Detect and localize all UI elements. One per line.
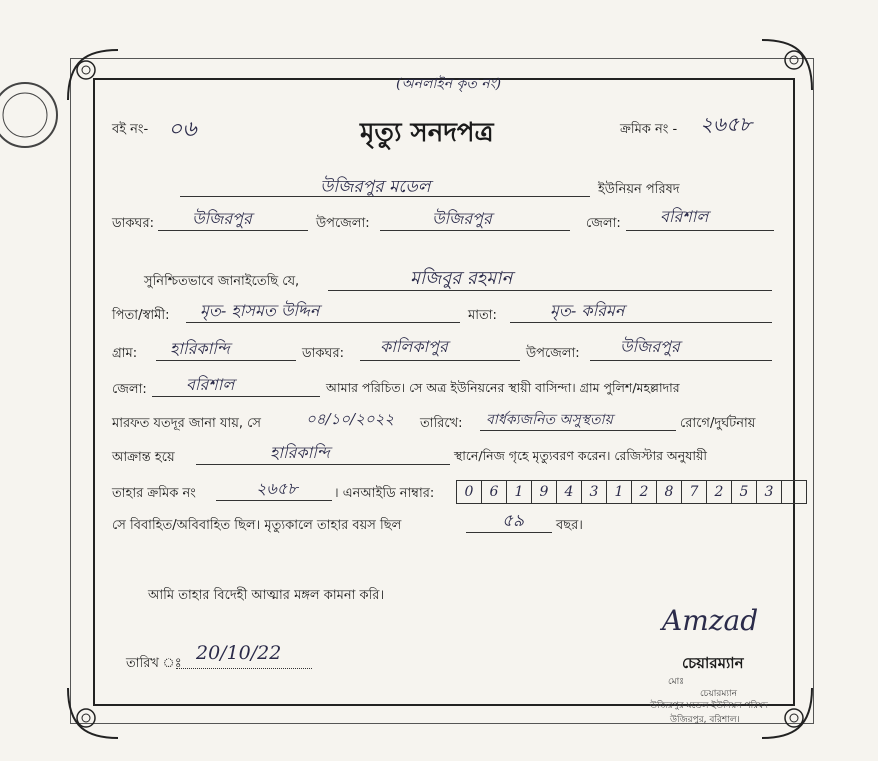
nid-digit: 3: [757, 481, 782, 503]
book-number-value: ০৬: [168, 117, 197, 142]
nid-digit: 4: [557, 481, 582, 503]
line6-prefix: আক্রান্ত হয়ে: [112, 450, 175, 465]
line6-suffix: স্থানে/নিজ গৃহে মৃত্যুবরণ করেন। রেজিস্টার অনুযায়ী: [454, 448, 707, 463]
certify-label: সুনিশ্চিতভাবে জানাইতেছি যে,: [144, 274, 300, 289]
upazila-label: উপজেলা:: [316, 216, 370, 231]
mother-value: মৃত- করিমন: [550, 301, 625, 320]
upazila-value: উজিরপুর: [432, 209, 492, 228]
district2-underline: [152, 396, 320, 397]
nid-digit: [782, 481, 806, 503]
nid-digit: 1: [507, 481, 532, 503]
serial-number-value: ২৬৫৮: [700, 112, 752, 136]
nid-digit: 7: [682, 481, 707, 503]
place-value: হারিকান্দি: [270, 443, 330, 462]
post2-value: কালিকাপুর: [380, 337, 448, 356]
post-value: উজিরপুর: [192, 209, 252, 228]
district-value: বরিশাল: [660, 207, 709, 226]
nid-digit: 2: [632, 481, 657, 503]
union-suffix: ইউনিয়ন পরিষদ: [598, 182, 680, 197]
stamp-line-3: উজিরপুর মডেল ইউনিয়ন পরিষদ: [650, 701, 768, 711]
page-title: মৃত্যু সনদপত্র: [360, 118, 494, 148]
nid-digit: 5: [732, 481, 757, 503]
corner-ornament-bottom-left-icon: [58, 678, 128, 748]
serial-number-label: ক্রমিক নং -: [620, 122, 678, 137]
date-label: তারিখ ঃ: [126, 656, 182, 671]
district2-label: জেলা:: [112, 382, 147, 397]
age-value: ৫৯: [502, 511, 525, 531]
line5-date-label: তারিখে:: [420, 416, 463, 431]
post-label: ডাকঘর:: [112, 216, 154, 231]
district2-value: বরিশাল: [186, 375, 235, 394]
cause-value: বার্ধক্যজনিত অসুস্থতায়: [486, 412, 613, 428]
chairman-title: চেয়ারম্যান: [682, 654, 744, 672]
upazila2-value: উজিরপুর: [620, 337, 680, 356]
date-value: 20/10/22: [196, 642, 282, 664]
line5-prefix: মারফত যতদূর জানা যায়, সে: [112, 416, 261, 431]
union-value: উজিরপুর মডেল: [320, 177, 431, 197]
name-underline: [328, 290, 772, 291]
reg-serial-value: ২৬৫৮: [256, 479, 298, 498]
post2-label: ডাকঘর:: [302, 346, 344, 361]
chairman-signature: Amzad: [662, 604, 759, 637]
nid-box: [456, 480, 807, 504]
residence-text: আমার পরিচিত। সে অত্র ইউনিয়নের স্থায়ী বাসিন্দা। গ্রাম পুলিশ/মহল্লাদার: [326, 380, 680, 395]
father-label: পিতা/স্বামী:: [112, 308, 170, 323]
corner-ornament-top-right-icon: [752, 30, 822, 100]
book-number-label: বই নং-: [112, 122, 149, 137]
nid-digit: 0: [457, 481, 482, 503]
deceased-name: মজিবুর রহমান: [410, 268, 513, 289]
nid-digit: 2: [707, 481, 732, 503]
nid-digit: 6: [482, 481, 507, 503]
office-seal-icon: [0, 70, 60, 160]
nid-digit: 1: [607, 481, 632, 503]
stamp-line-1: মোঃ: [668, 677, 685, 687]
nid-digit: 8: [657, 481, 682, 503]
stamp-line-2: চেয়ারম্যান: [700, 689, 737, 699]
corner-ornament-top-left-icon: [58, 40, 128, 110]
line7-prefix: তাহার ক্রমিক নং: [112, 486, 196, 501]
line8-suffix: বছর।: [556, 518, 583, 533]
blessing-text: আমি তাহার বিদেহী আত্মার মঙ্গল কামনা করি।: [148, 588, 385, 603]
line8-prefix: সে বিবাহিত/অবিবাহিত ছিল। মৃত্যুকালে তাহার বয়স ছিল: [112, 518, 402, 533]
stamp-line-4: উজিরপুর, বরিশাল।: [670, 715, 740, 725]
upazila2-label: উপজেলা:: [526, 346, 580, 361]
nid-digit: 9: [532, 481, 557, 503]
line5-suffix: রোগে/দুর্ঘটনায়: [680, 416, 756, 431]
father-value: মৃত- হাসমত উদ্দিন: [200, 301, 320, 320]
date-underline: [176, 668, 312, 669]
nid-label: । এনআইডি নাম্বার:: [334, 486, 435, 501]
top-annotation: (অনলাইন কৃত নং): [396, 76, 502, 92]
nid-digit: 3: [582, 481, 607, 503]
district-label: জেলা:: [586, 216, 621, 231]
mother-label: মাতা:: [468, 308, 497, 323]
corner-ornament-bottom-right-icon: [752, 678, 822, 748]
upazila2-underline: [590, 360, 772, 361]
death-date: ০৪/১০/২০২২: [306, 410, 395, 428]
village-label: গ্রাম:: [112, 346, 138, 361]
village-value: হারিকান্দি: [170, 339, 230, 358]
